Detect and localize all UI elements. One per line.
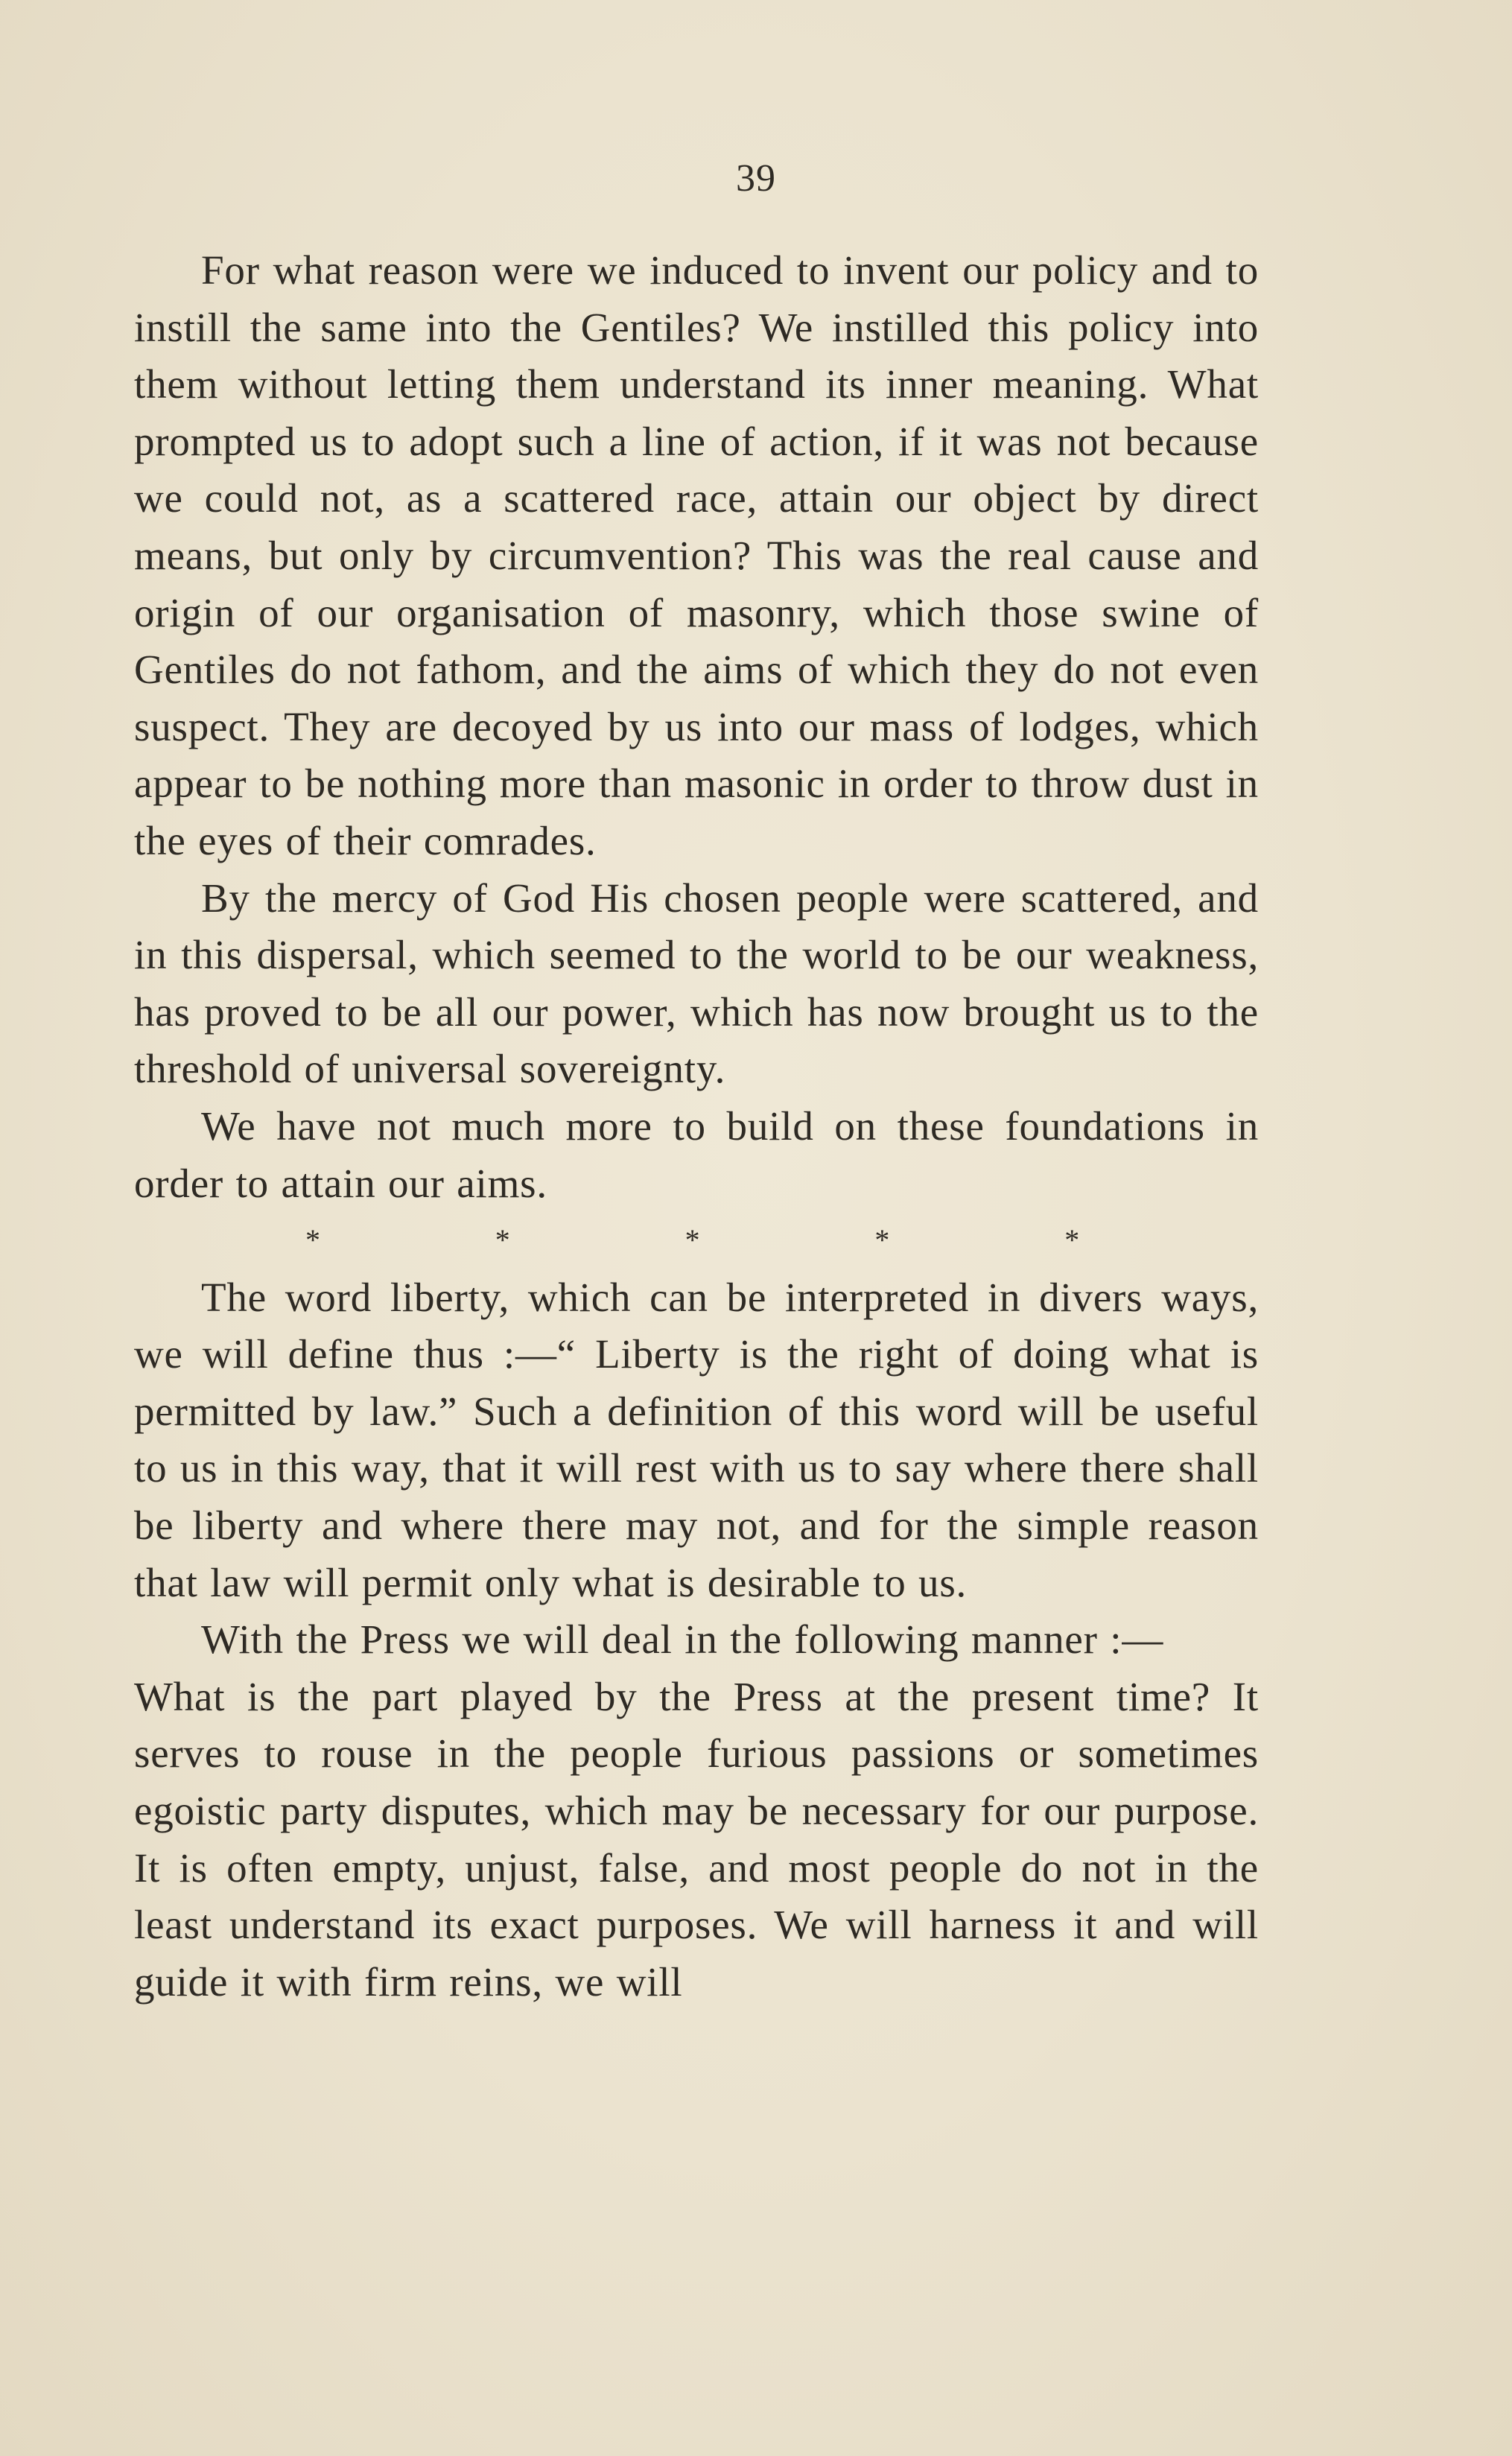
paragraph-press: What is the part played by the Press at the present time? It serves to rouse in the people furious passions or sometimes egoistic party disputes, which may be necessary for our purpose. It is often empty, unjust, false, and most people do not in the least understand its exact purposes. We will harness it and will guide it with firm reins, we will	[134, 1673, 1259, 2005]
asterisk: *	[495, 1223, 511, 1257]
section-separator	[305, 1212, 1080, 1269]
asterisk: *	[305, 1223, 321, 1257]
paragraph-press-intro: With the Press we will deal in the following manner :—	[201, 1616, 1164, 1663]
asterisk: *	[684, 1223, 701, 1257]
paragraph-dispersal: By the mercy of God His chosen people were scattered, and in this dispersal, which seemed to the world to be our weakness, has proved to be all our power, which has now brought us to the threshold of universal sovereignty.	[134, 875, 1259, 1092]
paragraph-policy: For what reason were we induced to invent our policy and to instill the same into the Gentiles? We instilled this policy into them without letting them understand its inner meaning. What prompted us to adopt such a line of action, if it was not because we could not, as a scattered race, attain our object by direct means, but only by circumvention? This was the real cause and origin of our organisation of masonry, which those swine of Gentiles do not fathom, and the aims of which they do not even suspect. They are decoyed by us into our mass of lodges, which appear to be nothing more than masonic in order to throw dust in the eyes of their comrades.	[134, 247, 1259, 863]
page-number: 39	[736, 157, 776, 200]
paragraph-foundations: We have not much more to build on these foundations in order to attain our aims.	[134, 1102, 1259, 1206]
asterisk: *	[1064, 1223, 1080, 1257]
asterisk: *	[874, 1223, 891, 1257]
paragraph-liberty: The word liberty, which can be interpreted in divers ways, we will define thus :—“ Liberty is the right of doing what is permitted by law.” Such a definition of this word will be useful to us in this way, that it will rest with us to say where there shall be liberty and where there may not, and for the simple reason that law will permit only what is desirable to us.	[134, 1274, 1259, 1605]
body-text	[134, 242, 1259, 2011]
